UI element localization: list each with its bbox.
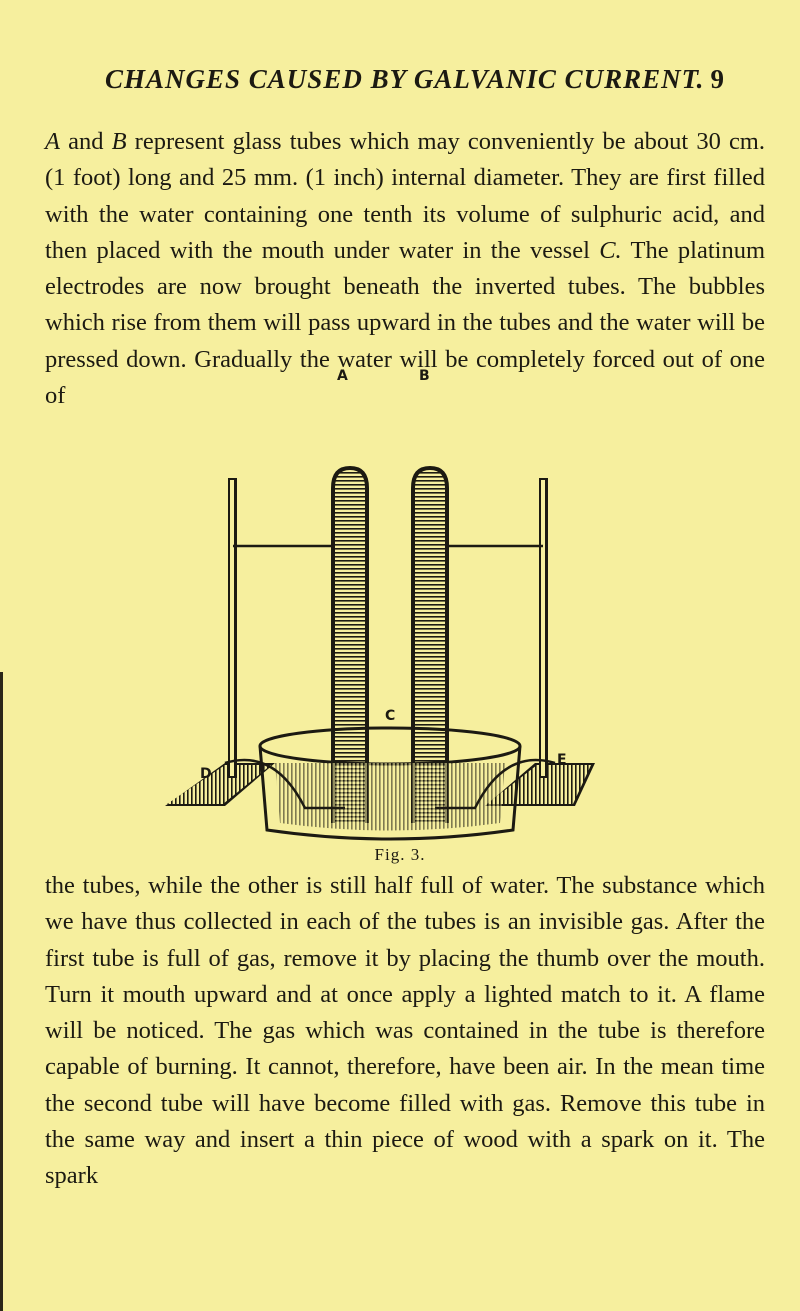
vessel-c-rim [260,728,520,764]
vessel-c-ref: C. [599,236,622,264]
electrolysis-apparatus-illustration [155,368,615,858]
text-run: and [59,128,112,155]
label-a: A [337,368,348,384]
figure-3-apparatus [155,368,615,858]
page-edge-shadow [0,672,3,1311]
label-c: C [385,708,396,724]
running-header [105,64,725,104]
label-d: D [200,766,212,782]
text-run: represent glass tubes which may conveniently be about 30 cm. (1 foot) long and 25 mm. (1 inch) internal diameter. They are first filled with the water containing one tenth its volume of sulphuric acid, and then placed with the mouth under water in the vessel [45,128,765,264]
paragraph-2-text: the tubes, while the other is still half full of water. The substance which we have thus collected in each of the tubes is an invisible gas. After the first tube is full of gas, remove it by placing the thumb over the mouth. Turn it mouth upward and at once apply a lighted match to it. A flame will be noticed. The gas which was contained in the tube is therefore capable of burning. It cannot, therefore, have been air. In the mean time the second tube will have become filled with gas. Remove this tube in the same way and insert a thin piece of wood with a spark on it. The spark [45,872,765,1190]
figure-caption: Fig. 3. [374,845,426,864]
label-e: E [557,752,567,768]
label-b: B [419,368,430,384]
running-header-title: CHANGES CAUSED BY GALVANIC CURRENT. [105,64,705,94]
tube-b-ref: B [111,128,127,155]
paragraph-2 [45,868,765,1195]
text-run: The platinum electrodes are now brought beneath the inverted tubes. The bubbles which rise from them will pass upward in the tubes and the water will be pressed down. Gradually the water will be completely forced out of one of [45,236,766,410]
tube-a-ref: A [45,128,60,155]
page-number: 9 [710,64,725,94]
